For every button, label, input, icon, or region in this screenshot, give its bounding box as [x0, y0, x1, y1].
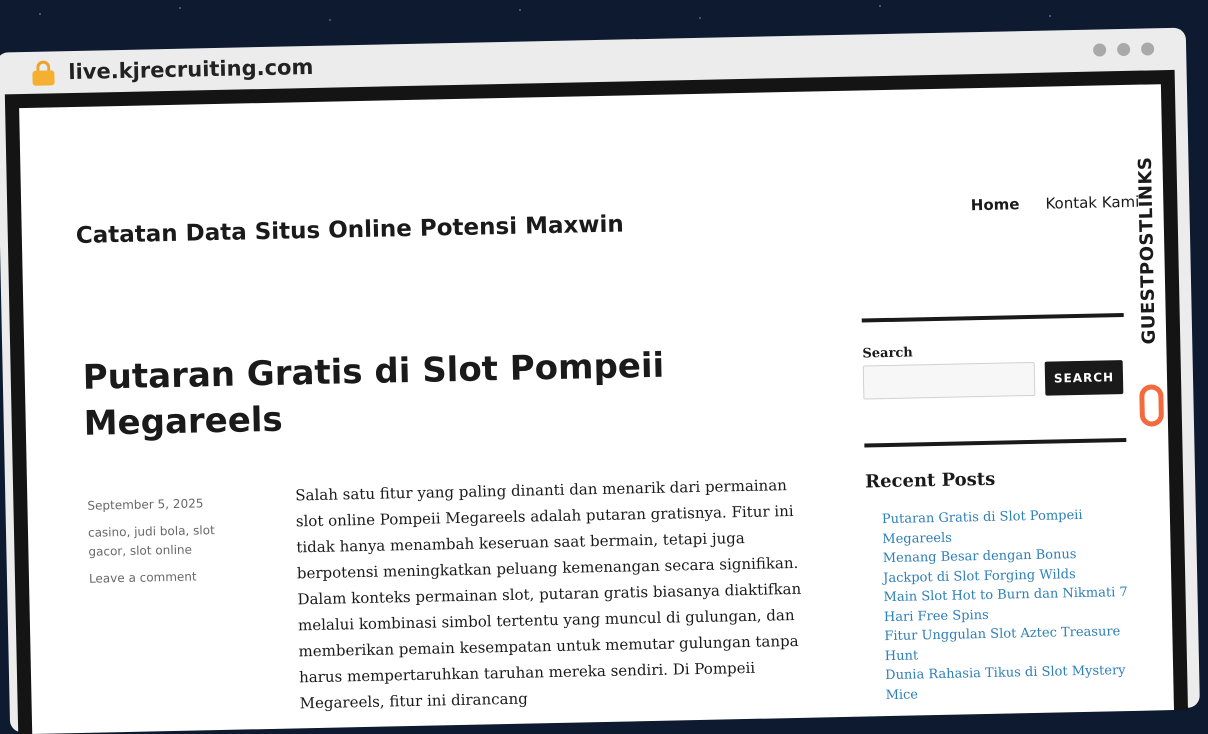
post-title[interactable]: Putaran Gratis di Slot Pompeii Megareels	[82, 345, 665, 444]
recent-post-link[interactable]: Putaran Gratis di Slot Pompeii Megareels	[881, 507, 1083, 547]
window-dot-icon[interactable]	[1117, 43, 1130, 56]
list-item	[883, 544, 1130, 588]
widget-divider	[864, 438, 1126, 447]
search-label: Search	[862, 345, 913, 362]
nav-item-home[interactable]: Home	[970, 195, 1020, 215]
browser-viewport	[5, 70, 1188, 734]
recent-posts-title: Recent Posts	[864, 468, 996, 493]
widget-divider	[862, 313, 1124, 322]
site-title[interactable]: Catatan Data Situs Online Potensi Maxwin	[75, 211, 625, 249]
sidebar	[862, 313, 1132, 705]
window-dot-icon[interactable]	[1093, 43, 1106, 56]
recent-post-link[interactable]: Dunia Rahasia Tikus di Slot Mystery Mice	[885, 663, 1126, 703]
window-controls	[1093, 42, 1154, 56]
main-nav	[971, 193, 1140, 215]
browser-window	[0, 28, 1200, 733]
url-text[interactable]: live.kjrecruiting.com	[68, 54, 314, 85]
post-body: Salah satu fitur yang paling dinanti dan menarik dari permainan slot online Pompeii Megareels adalah putaran gratisnya. Fitur ini tidak hanya menambah keseruan saat bermain, tetapi juga berpotensi meningkatkan peluang kemenangan secara signifikan. Dalam konteks permainan slot, putaran gratis biasanya diaktifkan melalui kombinasi simbol tertentu yang muncul di gulungan, dan memberikan pemain kesempatan untuk memutar gulungan tanpa harus mempertaruhkan taruhan mereka sendiri. Di Pompeii Megareels, fitur ini dirancang	[295, 476, 802, 713]
post-date[interactable]: September 5, 2025	[87, 496, 204, 513]
search-widget	[863, 360, 1126, 399]
search-input[interactable]	[863, 362, 1036, 400]
recent-post-link[interactable]: Fitur Unggulan Slot Aztec Treasure Hunt	[884, 624, 1121, 664]
watermark-text: GUESTPOSTLINKS	[1134, 156, 1160, 345]
list-item	[885, 661, 1132, 705]
recent-post-link[interactable]: Main Slot Hot to Burn dan Nikmati 7 Hari Free Spins	[883, 585, 1128, 625]
recent-post-link[interactable]: Menang Besar dengan Bonus Jackpot di Slot Forging Wilds	[882, 547, 1077, 586]
link-icon	[1139, 384, 1164, 426]
list-item	[883, 583, 1130, 627]
window-dot-icon[interactable]	[1141, 42, 1154, 55]
search-button[interactable]: SEARCH	[1045, 360, 1124, 396]
recent-posts-list	[866, 505, 1132, 705]
lock-icon	[32, 60, 54, 84]
leave-comment-link[interactable]: Leave a comment	[88, 569, 197, 586]
nav-item-kontak-kami[interactable]: Kontak Kami	[1045, 192, 1140, 213]
guestpostlinks-watermark	[1128, 140, 1168, 441]
post-categories[interactable]: casino, judi bola, slot gacor, slot online	[87, 523, 215, 559]
post-meta	[87, 494, 239, 589]
list-item	[882, 505, 1129, 549]
list-item	[884, 622, 1131, 666]
web-page	[19, 84, 1174, 734]
